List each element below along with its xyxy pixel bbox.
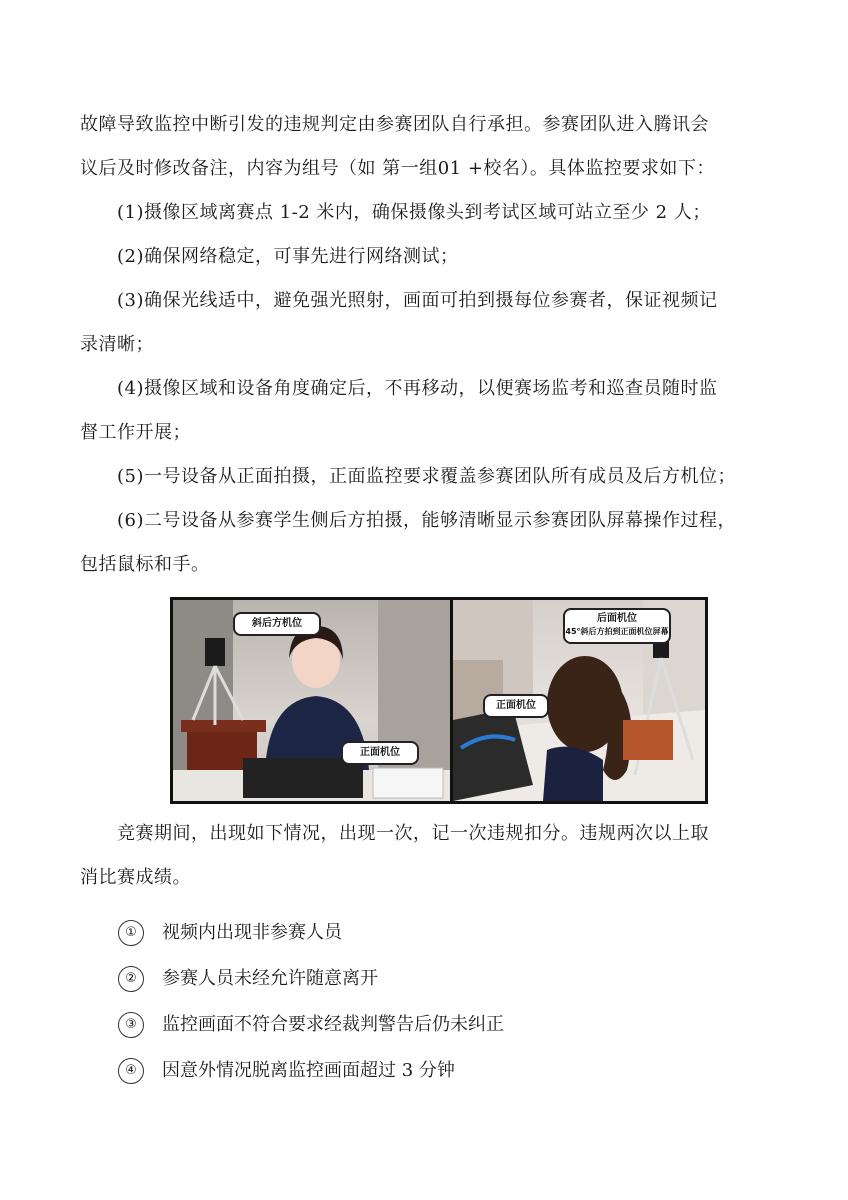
list-marker: ③ [118,1012,144,1038]
list-item [118,910,504,956]
violation-list [118,910,504,1094]
rear-camera-tag-right-line-1: 后面机位 [597,613,637,624]
list-item [118,1002,504,1048]
requirement-6-line-2: 包括鼠标和手。 [80,554,210,575]
requirement-5: (5)一号设备从正面拍摄，正面监控要求覆盖参赛团队所有成员及后方机位； [117,466,736,487]
rear-camera-tag-right [563,608,671,644]
list-item-text: 监控画面不符合要求经裁判警告后仍未纠正 [162,1014,504,1035]
list-item-text: 因意外情况脱离监控画面超过 3 分钟 [162,1060,455,1081]
requirement-2: (2)确保网络稳定，可事先进行网络测试； [117,246,459,267]
list-item [118,1048,504,1094]
rear-camera-tag-left: 斜后方机位 [233,612,321,636]
requirement-3-line-2: 录清晰； [80,334,154,355]
list-marker: ④ [118,1058,144,1084]
requirement-6-line-1: (6)二号设备从参赛学生侧后方拍摄，能够清晰显示参赛团队屏幕操作过程， [117,510,736,531]
list-marker: ① [118,920,144,946]
intro-line-2: 议后及时修改备注，内容为组号（如 第一组01 +校名）。具体监控要求如下： [80,158,715,179]
violation-intro-line-1: 竞赛期间，出现如下情况，出现一次，记一次违规扣分。违规两次以上取 [117,823,709,844]
list-item [118,956,504,1002]
rear-camera-tag-right-line-2: 45°斜后方拍到正面机位屏幕 [565,627,669,636]
violation-intro-line-2: 消比赛成绩。 [80,867,191,888]
camera-setup-photo [170,597,708,804]
intro-line-1: 故障导致监控中断引发的违规判定由参赛团队自行承担。参赛团队进入腾讯会 [80,114,709,135]
list-marker: ② [118,966,144,992]
rear-view-panel [453,600,705,801]
front-camera-tag-right: 正面机位 [483,694,549,718]
requirement-4-line-2: 督工作开展； [80,422,191,443]
list-item-text: 参赛人员未经允许随意离开 [162,968,378,989]
violation-rules [80,812,770,900]
requirement-4-line-1: (4)摄像区域和设备角度确定后，不再移动，以便赛场监考和巡查员随时监 [117,378,718,399]
requirement-3-line-1: (3)确保光线适中，避免强光照射，画面可拍到摄每位参赛者，保证视频记 [117,290,718,311]
requirement-1: (1)摄像区域离赛点 1-2 米内，确保摄像头到考试区域可站立至少 2 人； [117,202,711,223]
front-camera-tag-left: 正面机位 [341,741,419,765]
monitoring-requirements [80,103,770,587]
front-view-panel [173,600,450,801]
list-item-text: 视频内出现非参赛人员 [162,922,342,943]
